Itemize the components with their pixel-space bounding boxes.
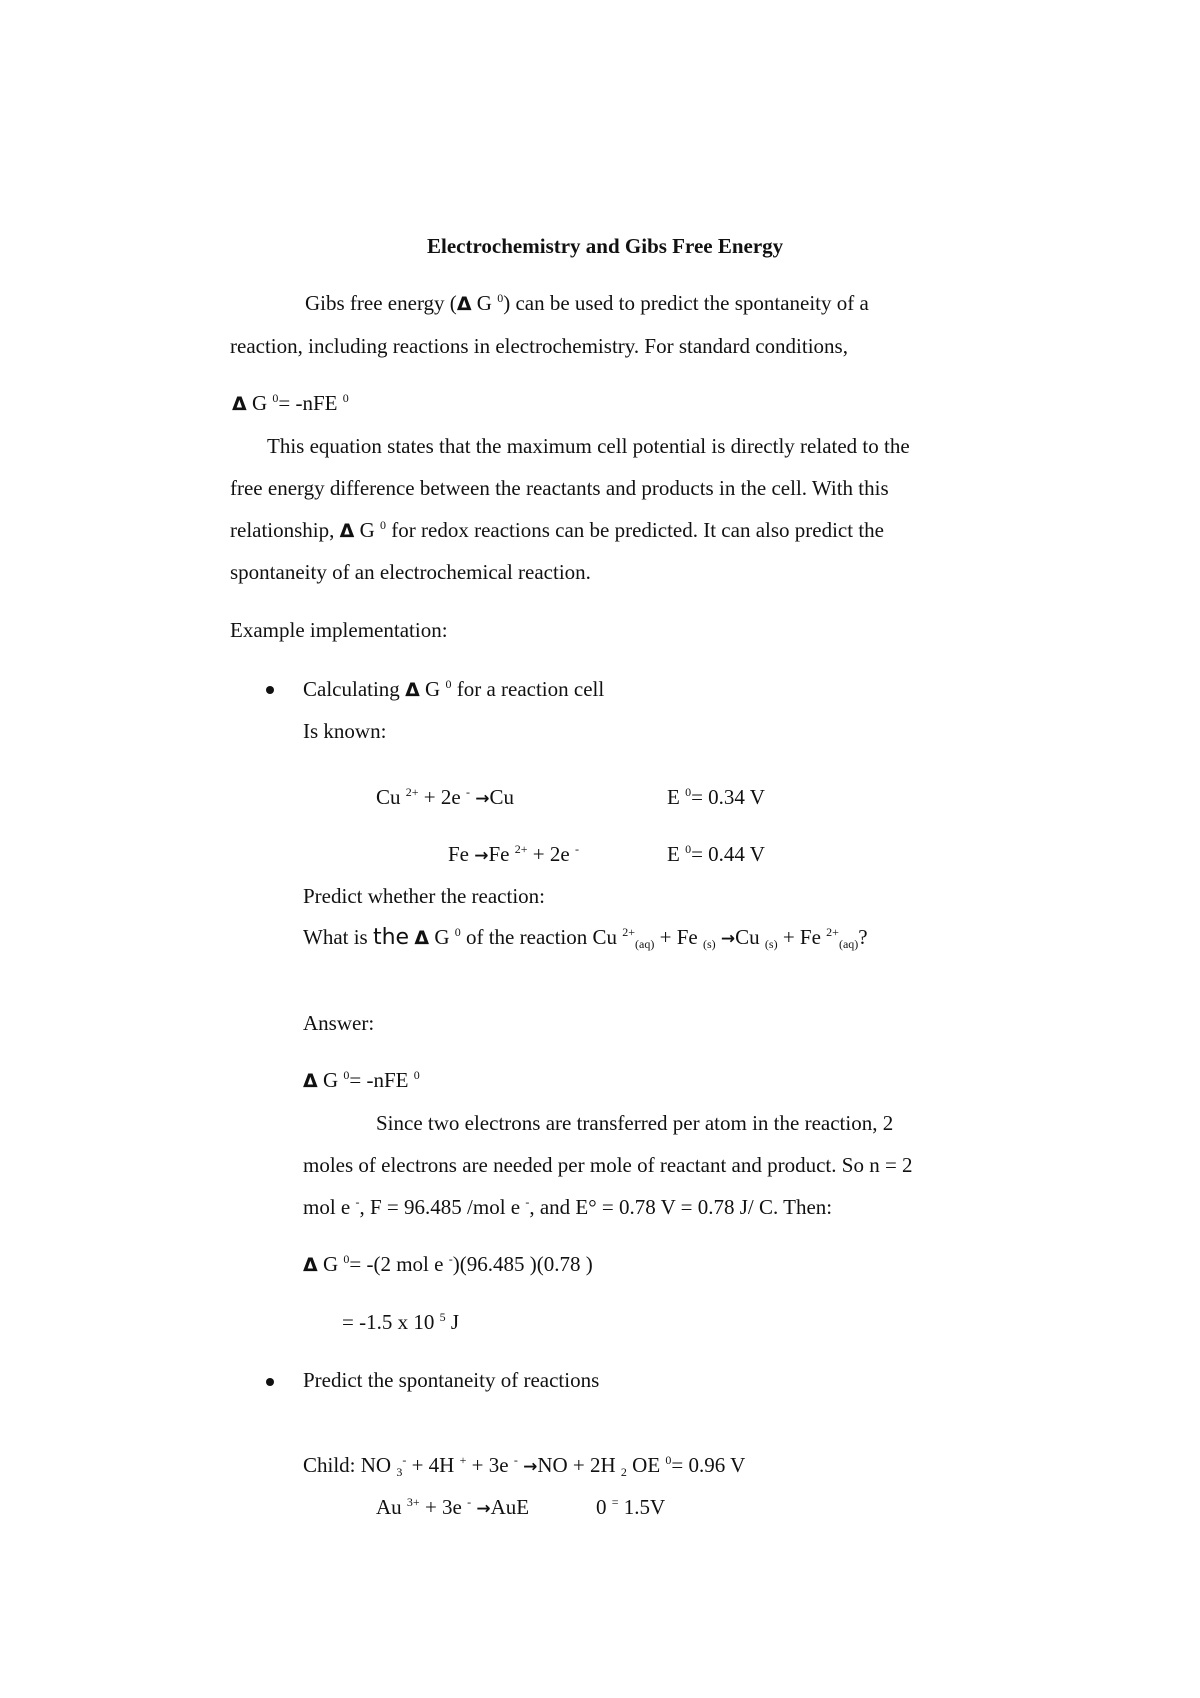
g-symbol: G [317, 1252, 344, 1276]
superscript: - [574, 842, 579, 856]
reaction-text: = 0.96 V [671, 1453, 746, 1477]
explain-text: , F = 96.485 /mol e [359, 1195, 526, 1219]
g-symbol: G [246, 391, 273, 415]
question-text: ? [858, 925, 868, 949]
subscript: 2 [620, 1465, 627, 1479]
explain-line-3 [303, 1197, 832, 1218]
para-text: relationship, [230, 518, 340, 542]
question-text: Cu [735, 925, 765, 949]
g-symbol: G [429, 925, 455, 949]
subscript: (aq) [635, 937, 655, 951]
para2-line-4: spontaneity of an electrochemical reaction. [230, 560, 591, 584]
arrow-icon: → [523, 1457, 538, 1477]
superscript: 2+ [514, 842, 528, 856]
subscript: 3 [396, 1465, 403, 1479]
delta-symbol: Δ [303, 1070, 318, 1092]
explain-text: mol e [303, 1195, 356, 1219]
question-text: + Fe [654, 925, 703, 949]
g-symbol: G [419, 677, 446, 701]
potential-label: E [667, 785, 686, 809]
delta-symbol: Δ [456, 293, 472, 315]
g-symbol: G [471, 291, 498, 315]
subscript: (s) [764, 937, 778, 951]
question-text: + Fe [777, 925, 827, 949]
superscript: 2+ [405, 785, 419, 799]
reaction-text: AuE [490, 1495, 530, 1519]
bullet-icon [266, 686, 274, 694]
superscript: 0 [342, 391, 349, 405]
arrow-icon: → [476, 1499, 491, 1519]
potential-value: = 0.44 V [691, 842, 765, 866]
reaction-text: + 3e [419, 1495, 468, 1519]
bullet-text: for a reaction cell [451, 677, 605, 701]
delta-symbol: Δ [339, 520, 355, 542]
arrow-icon: → [720, 929, 736, 949]
superscript: 0 [380, 518, 387, 532]
superscript: 0 [413, 1068, 420, 1082]
superscript: 3+ [406, 1495, 420, 1509]
child-reaction [303, 1453, 746, 1479]
known-label: Is known: [303, 719, 387, 743]
explain-text: , and E° = 0.78 V = 0.78 J/ C. Then: [529, 1195, 833, 1219]
formula-text: = -nFE [349, 1068, 414, 1092]
superscript: - [525, 1195, 530, 1209]
superscript: - [448, 1252, 453, 1266]
calc-line-1 [303, 1254, 593, 1275]
reaction-text: Fe [448, 842, 475, 866]
potential-label: E [667, 842, 686, 866]
reaction-text: + 3e [466, 1453, 514, 1477]
calc-text: = -(2 mol e [349, 1252, 449, 1276]
superscript: 0 [272, 391, 279, 405]
question-text: of the reaction Cu [460, 925, 623, 949]
reaction-text: Cu [489, 785, 514, 809]
g-symbol: G [317, 1068, 344, 1092]
page-title: Electrochemistry and Gibs Free Energy [427, 234, 784, 258]
superscript: 0 [445, 677, 452, 691]
intro-line-1 [305, 293, 869, 314]
superscript: 0 [497, 291, 504, 305]
gold-reaction [376, 1497, 529, 1518]
arrow-icon: → [475, 789, 490, 809]
superscript: 2+ [622, 925, 636, 939]
reaction-text: + 2e [527, 842, 575, 866]
para2-line-1: This equation states that the maximum cell potential is directly related to the [267, 434, 910, 458]
bullet2-text: Predict the spontaneity of reactions [303, 1368, 600, 1392]
para-text: for redox reactions can be predicted. It can also predict the [386, 518, 884, 542]
answer-formula [303, 1070, 420, 1091]
superscript: 0 [454, 925, 461, 939]
reaction-text: NO + 2H [537, 1453, 621, 1477]
superscript: - [465, 785, 470, 799]
the-word: the [372, 925, 410, 950]
superscript: 0 [343, 1068, 350, 1082]
superscript: 0 [665, 1453, 672, 1467]
superscript: - [402, 1453, 407, 1467]
question-line [303, 927, 868, 949]
half-reaction-1 [376, 787, 514, 808]
intro-text: ) can be used to predict the spontaneity of a [503, 291, 869, 315]
superscript: 0 [685, 785, 692, 799]
delta-symbol: Δ [303, 1254, 318, 1276]
explain-line-2: moles of electrons are needed per mole of reactant and product. So n = 2 [303, 1153, 913, 1177]
arrow-icon: → [474, 846, 489, 866]
subscript: (s) [702, 937, 716, 951]
question-text: What is [303, 925, 373, 949]
reaction-text: + 2e [418, 785, 466, 809]
reaction-text: 1.5V [618, 1495, 666, 1519]
intro-text: Gibs free energy ( [305, 291, 457, 315]
delta-symbol: Δ [405, 679, 420, 701]
reaction-text: 0 [596, 1495, 612, 1519]
superscript: = [611, 1495, 619, 1509]
reaction-text: Cu [376, 785, 406, 809]
potential-value: = 0.34 V [691, 785, 765, 809]
g-symbol: G [354, 518, 381, 542]
intro-line-2: reaction, including reactions in electrochemistry. For standard conditions, [230, 334, 848, 358]
superscript: 5 [439, 1310, 446, 1324]
gold-potential [596, 1497, 665, 1518]
explain-line-1: Since two electrons are transferred per atom in the reaction, 2 [376, 1111, 894, 1135]
reaction-text: Child: NO [303, 1453, 397, 1477]
bullet-text: Calculating [303, 677, 406, 701]
para2-line-2: free energy difference between the reactants and products in the cell. With this [230, 476, 889, 500]
calc-text: )(96.485 )(0.78 ) [452, 1252, 593, 1276]
bullet-icon [266, 1378, 274, 1386]
superscript: - [467, 1495, 472, 1509]
reaction-text: OE [626, 1453, 666, 1477]
calc-text: = -1.5 x 10 [342, 1310, 440, 1334]
half-reaction-2 [448, 844, 579, 865]
superscript: 0 [343, 1252, 350, 1266]
example-heading: Example implementation: [230, 618, 448, 642]
superscript: 0 [685, 842, 692, 856]
superscript: + [459, 1453, 467, 1467]
reaction-text: + 4H [406, 1453, 460, 1477]
formula-text: = -nFE [278, 391, 343, 415]
predict-line: Predict whether the reaction: [303, 884, 545, 908]
bullet1-text [303, 679, 604, 700]
para2-line-3 [230, 520, 884, 541]
potential-1 [667, 787, 765, 808]
calc-result [342, 1312, 459, 1333]
subscript: (aq) [838, 937, 859, 951]
calc-text: J [445, 1310, 460, 1334]
potential-2 [667, 844, 765, 865]
answer-label: Answer: [303, 1011, 375, 1035]
superscript: - [355, 1195, 360, 1209]
superscript: - [513, 1453, 518, 1467]
delta-symbol: Δ [232, 393, 247, 415]
superscript: 2+ [826, 925, 839, 939]
delta-symbol: Δ [414, 927, 430, 949]
reaction-text: Fe [488, 842, 515, 866]
reaction-text: Au [376, 1495, 407, 1519]
gibbs-formula [232, 393, 349, 414]
